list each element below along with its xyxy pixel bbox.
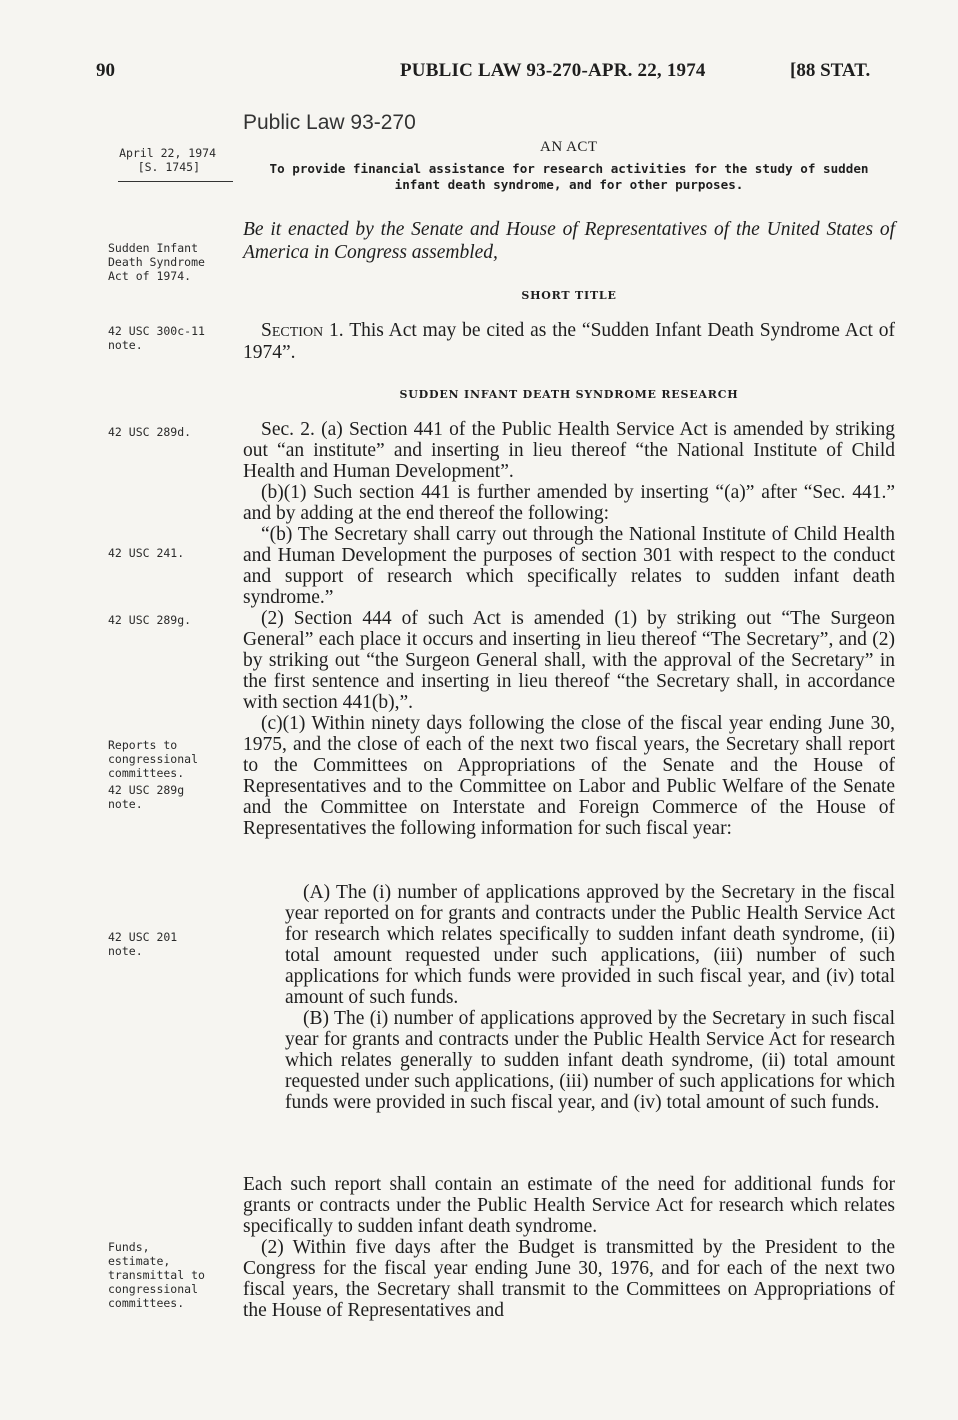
margin-usc-241: 42 USC 241. [108, 546, 185, 560]
section-2-c2: (2) Within five days after the Budget is transmitted by the President to the Congress for the fiscal year ending June 30, 1976, and for each of the next two fiscal years, the Secretary shall transmit to the Committees on Appropriations of the House of Representatives and [243, 1237, 895, 1321]
margin-usc-300c-11: 42 USC 300c-11 note. [108, 324, 205, 352]
running-head-title: PUBLIC LAW 93-270-APR. 22, 1974 [400, 60, 706, 81]
act-purpose: To provide financial assistance for research activities for the study of sudden infant death syndrome, and for other purposes. [269, 161, 869, 192]
margin-usc-289g-note: 42 USC 289g note. [108, 783, 185, 811]
section-2-b2: (2) Section 444 of such Act is amended (1) by striking out “The Surgeon General” each place it occurs and inserting in lieu thereof “The Secretary”, and (2) by striking out “the Surgeon General shall, with the approval of the Secretary” in the first sentence and inserting in lieu thereof “the Secretary shall, in accordance with section 441(b),”. [243, 608, 895, 713]
an-act-label: AN ACT [540, 139, 598, 155]
enacting-clause: Be it enacted by the Senate and House of Representatives of the United States of America in Congress assembled, [243, 219, 895, 263]
margin-usc-201: 42 USC 201 note. [108, 930, 178, 958]
short-title-heading: SHORT TITLE [521, 289, 617, 302]
section-2-c1-items [285, 882, 895, 1113]
section-2-a: Sec. 2. (a) Section 441 of the Public Health Service Act is amended by striking out “an institute” and inserting in lieu thereof “the National Institute of Child Health and Human Development”. [243, 419, 895, 482]
margin-usc-289d: 42 USC 289d. [108, 425, 192, 439]
margin-usc-289g: 42 USC 289g. [108, 613, 192, 627]
margin-date: April 22, 1974 [119, 146, 216, 160]
section-2-c1-A: (A) The (i) number of applications approved by the Secretary in the fiscal year reported on for grants and contracts under the Public Health Service Act for research which relates specifically to sudden infant death syndrome, (ii) total amount requested under such applications, (iii) number of such applications for which funds were provided in such fiscal year, and (iv) total amount of such funds. [285, 882, 895, 1008]
margin-bill-number: [S. 1745] [137, 160, 200, 174]
section-2-c1-B: (B) The (i) number of applications approved by the Secretary in such fiscal year for grants and contracts under the Public Health Service Act for research which relates generally to sudden infant death syndrome, (ii) total amount requested under such applications, (iii) number of such applications for which funds were provided in such fiscal year, and (iv) total amount of such funds. [285, 1008, 895, 1113]
section-2-main [243, 419, 895, 839]
section-1-label: Section 1. [261, 320, 344, 341]
section-2-tail [243, 1174, 895, 1321]
margin-funds-estimate: Funds, estimate, transmittal to congressional committees. [108, 1240, 205, 1310]
section-1 [243, 320, 895, 364]
margin-rule [118, 181, 233, 182]
public-law-number: Public Law 93-270 [243, 111, 416, 134]
section-2-b1: (b)(1) Such section 441 is further amended by inserting “(a)” after “Sec. 441.” and by adding at the end thereof the following: [243, 482, 895, 524]
margin-reports: Reports to congressional committees. [108, 738, 199, 780]
page-number: 90 [96, 60, 115, 81]
section-2-b1-quote: “(b) The Secretary shall carry out through the National Institute of Child Health and Human Development the purposes of section 301 with respect to the conduct and support of research which specifically relates to sudden infant death syndrome.” [243, 524, 895, 608]
section-2-c1-tail: Each such report shall contain an estimate of the need for additional funds for grants or contracts under the Public Health Service Act for research which relates specifically to sudden infant death syndrome. [243, 1174, 895, 1237]
research-heading: SUDDEN INFANT DEATH SYNDROME RESEARCH [399, 388, 739, 401]
section-2-c1: (c)(1) Within ninety days following the close of the fiscal year ending June 30, 1975, and the close of each of the next two fiscal years, the Secretary shall report to the Committees on Appropriations of the Senate and the House of Representatives and to the Committee on Labor and Public Welfare of the Senate and the Committee on Interstate and Foreign Commerce of the House of Representatives the following information for such fiscal year: [243, 713, 895, 839]
statutes-volume: [88 STAT. [790, 60, 871, 81]
section-1-text: This Act may be cited as the “Sudden Infant Death Syndrome Act of 1974”. [243, 320, 895, 363]
margin-short-title: Sudden Infant Death Syndrome Act of 1974. [108, 241, 205, 283]
